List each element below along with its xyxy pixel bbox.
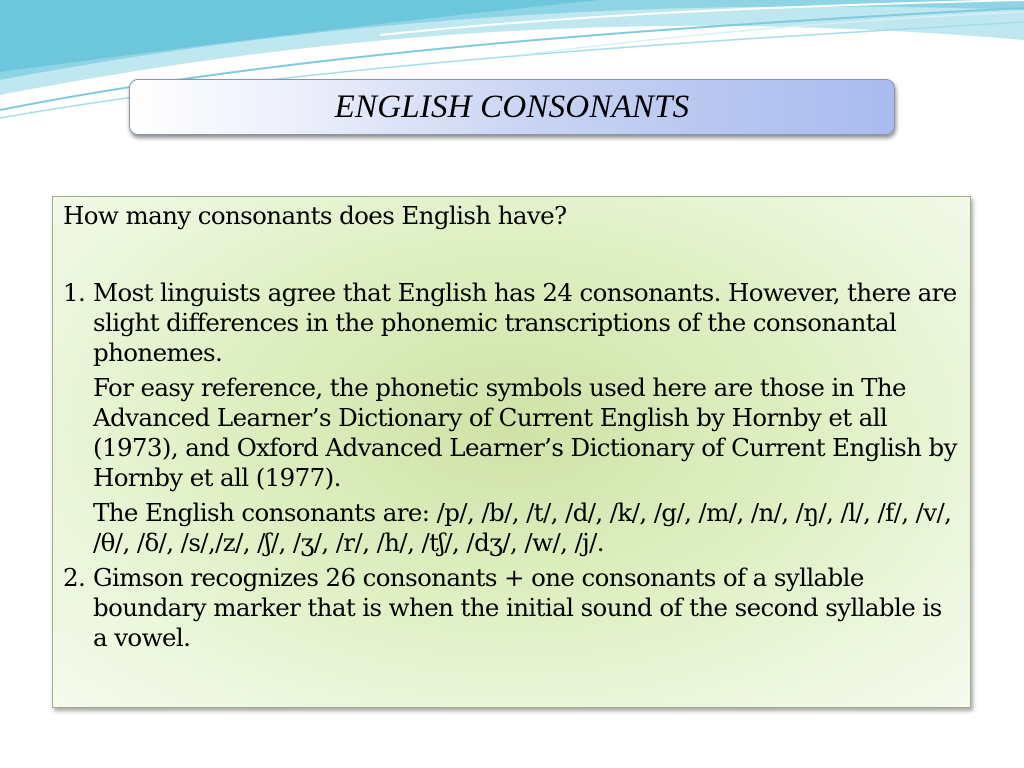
title-box (129, 79, 895, 135)
sub-paragraph-reference: For easy reference, the phonetic symbols used here are those in The Advanced Learner’s Dictionary of Current English by Hornby et all (1973), and Oxford Advanced Learner’s Dictionary of Current English by Hornby et all (1977). (93, 373, 957, 492)
list-item-text: Gimson recognizes 26 consonants + one consonants of a syllable boundary marker that is when the initial sound of the second syllable is a vowel. (93, 563, 942, 652)
sub-paragraph-consonant-list: The English consonants are: /p/, /b/, /t/, /d/, /k/, /g/, /m/, /n/, /ŋ/, /l/, /f/, /v/, /θ/, /δ/, /s/,/z/, /ʃ/, /ʒ/, /r/, /h/, /tʃ/, /dʒ/, /w/, /j/. (93, 498, 952, 557)
slide-title: ENGLISH CONSONANTS (334, 88, 690, 125)
list-number: 2. (63, 563, 86, 592)
list-item-1 (63, 278, 958, 368)
question-text: How many consonants does English have? (63, 201, 567, 230)
list-item-text: Most linguists agree that English has 24 consonants. However, there are slight differences in the phonemic transcriptions of the consonantal phonemes. (93, 278, 957, 367)
list-item-2 (63, 563, 958, 653)
content-box (52, 196, 971, 708)
list-number: 1. (63, 278, 86, 307)
